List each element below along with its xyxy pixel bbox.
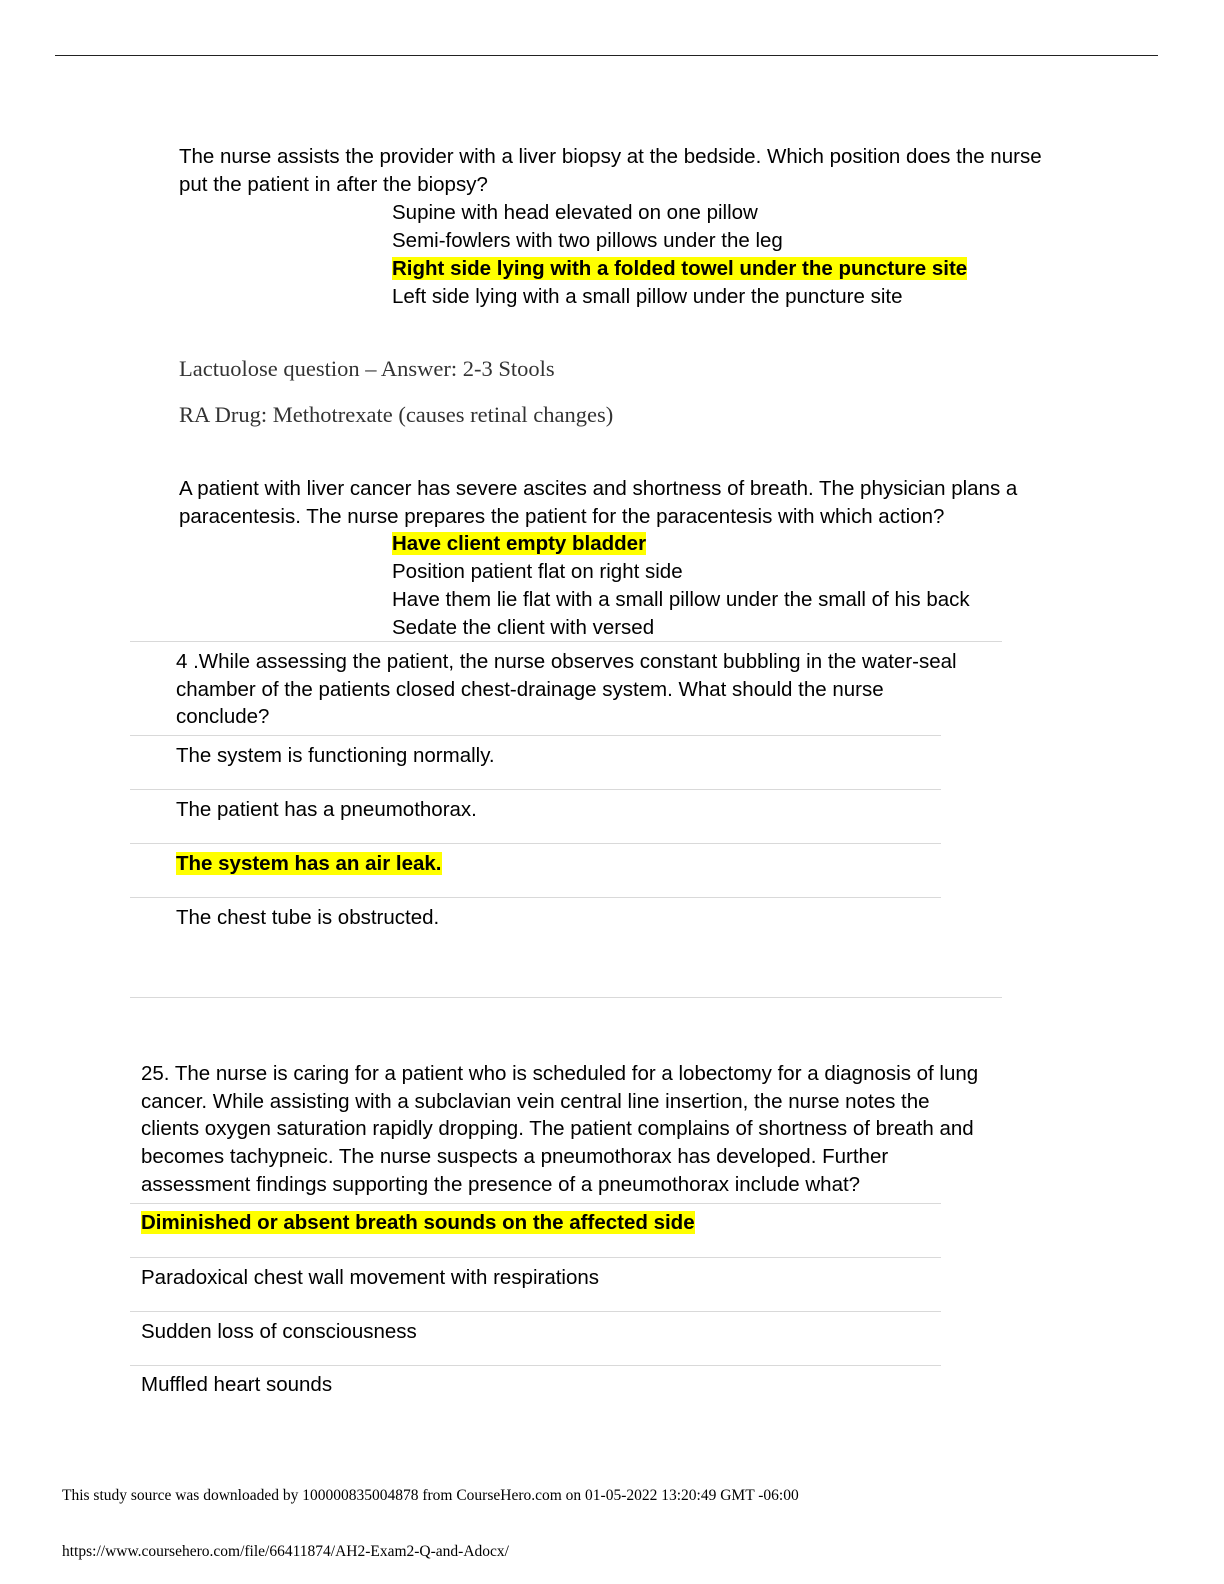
question-stem-line: paracentesis. The nurse prepares the patient for the paracentesis with which action? [179,505,945,528]
answer-option-correct [176,850,442,878]
question-stem-line: 4 .While assessing the patient, the nurse observes constant bubbling in the water-seal [176,650,957,673]
divider [130,1257,941,1258]
answer-option: The system is functioning normally. [176,744,495,767]
answer-option: Paradoxical chest wall movement with respirations [141,1266,600,1289]
question-stem-line: becomes tachypneic. The nurse suspects a pneumothorax has developed. Further [141,1145,889,1168]
highlighted-answer: Have client empty bladder [392,532,647,555]
download-notice: This study source was downloaded by 100000835004878 from CourseHero.com on 01-05-2022 13:20:49 GMT -06:00 [62,1487,799,1504]
question-stem-line: conclude? [176,705,270,728]
answer-option: Sedate the client with versed [392,616,655,639]
divider [130,1203,941,1204]
divider [130,735,941,736]
note-ra-drug: RA Drug: Methotrexate (causes retinal changes) [179,402,614,427]
answer-option: Left side lying with a small pillow under the puncture site [392,285,903,308]
answer-option: The patient has a pneumothorax. [176,798,477,821]
answer-option: Semi-fowlers with two pillows under the leg [392,229,783,252]
question-stem-line: cancer. While assisting with a subclavian vein central line insertion, the nurse notes the [141,1090,930,1113]
question-stem-line: A patient with liver cancer has severe ascites and shortness of breath. The physician plans a [179,477,1018,500]
question-stem-line: put the patient in after the biopsy? [179,173,488,196]
source-url[interactable]: https://www.coursehero.com/file/66411874/AH2-Exam2-Q-and-Adocx/ [62,1543,509,1560]
answer-option-correct [392,255,967,283]
answer-option-correct [141,1209,695,1237]
answer-option: Muffled heart sounds [141,1373,333,1396]
question-stem-line: The nurse assists the provider with a liver biopsy at the bedside. Which position does the nurse [179,145,1042,168]
divider [130,641,1002,642]
divider [130,1311,941,1312]
question-stem-line: clients oxygen saturation rapidly dropping. The patient complains of shortness of breath and [141,1117,974,1140]
question-stem-line: assessment findings supporting the presence of a pneumothorax include what? [141,1173,861,1196]
page-top-rule [55,55,1158,56]
question-stem-line: chamber of the patients closed chest-drainage system. What should the nurse [176,678,884,701]
divider [130,997,1002,998]
answer-option: Sudden loss of consciousness [141,1320,417,1343]
divider [130,843,941,844]
note-lactulose: Lactuolose question – Answer: 2-3 Stools [179,356,555,381]
divider [130,789,941,790]
answer-option: Supine with head elevated on one pillow [392,201,758,224]
divider [130,897,941,898]
highlighted-answer: Right side lying with a folded towel under the puncture site [392,257,968,280]
answer-option-correct [392,530,646,558]
answer-option: The chest tube is obstructed. [176,906,440,929]
answer-option: Have them lie flat with a small pillow under the small of his back [392,588,970,611]
question-stem-line: 25. The nurse is caring for a patient who is scheduled for a lobectomy for a diagnosis of lung [141,1062,979,1085]
divider [130,1365,941,1366]
highlighted-answer: The system has an air leak. [176,852,442,875]
answer-option: Position patient flat on right side [392,560,683,583]
highlighted-answer: Diminished or absent breath sounds on the affected side [141,1211,695,1234]
